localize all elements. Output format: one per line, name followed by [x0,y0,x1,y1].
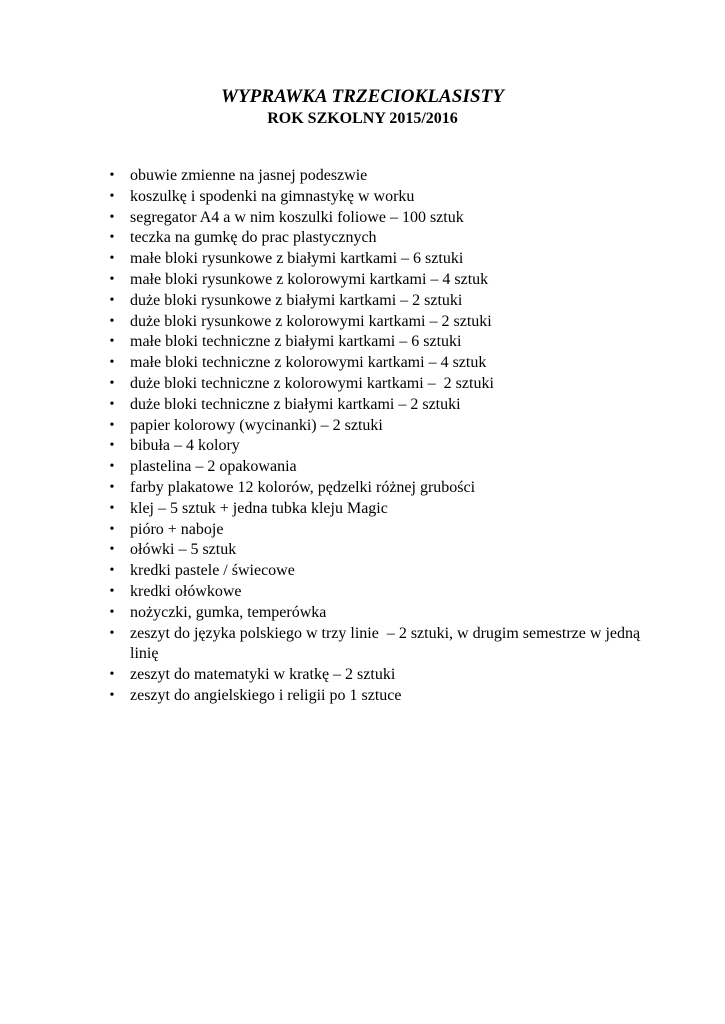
list-item-text: klej – 5 sztuk + jedna tubka kleju Magic [130,499,388,517]
list-item-text: małe bloki rysunkowe z kolorowymi kartkami – 4 sztuk [130,270,489,288]
bullet-icon: • [109,500,115,516]
list-item [100,208,660,229]
bullet-icon: • [109,292,115,308]
list-item-text: małe bloki techniczne z kolorowymi kartkami – 4 sztuk [130,354,487,372]
bullet-icon: • [109,479,115,495]
bullet-icon: • [109,375,115,391]
list-item [100,374,660,395]
list-item [100,520,660,541]
list-item-text: duże bloki rysunkowe z białymi kartkami – 2 sztuki [130,291,463,309]
bullet-icon: • [109,521,115,537]
bullet-icon: • [109,563,115,579]
list-item [100,603,660,624]
list-item [100,332,660,353]
list-item [100,582,660,603]
list-item-text: małe bloki rysunkowe z białymi kartkami – 6 sztuki [130,250,464,268]
bullet-icon: • [109,313,115,329]
bullet-icon: • [109,271,115,287]
list-item-text: zeszyt do matematyki w kratkę – 2 sztuki [130,666,396,684]
document-subtitle: ROK SZKOLNY 2015/2016 [267,110,458,127]
bullet-icon: • [109,168,115,183]
list-item-text: zeszyt do języka polskiego w trzy linie – 2 sztuki, w drugim semestrze w jedną linię [130,624,645,663]
bullet-icon: • [109,188,115,204]
bullet-icon: • [109,396,115,412]
list-item [100,395,660,416]
list-item [100,665,660,686]
bullet-icon: • [109,209,115,225]
list-item-text: małe bloki techniczne z białymi kartkami – 6 sztuki [130,333,462,351]
bullet-icon: • [109,583,115,599]
supply-list [100,166,660,707]
bullet-icon: • [109,687,115,703]
list-item [100,436,660,457]
list-item-text: farby plakatowe 12 kolorów, pędzelki różnej grubości [130,478,476,496]
list-item [100,457,660,478]
list-item-text: duże bloki techniczne z kolorowymi kartkami – 2 sztuki [130,374,494,392]
list-item [100,312,660,333]
bullet-icon: • [109,542,115,558]
list-item-text: pióro + naboje [130,520,224,538]
list-item [100,416,660,437]
list-item-text: duże bloki rysunkowe z kolorowymi kartkami – 2 sztuki [130,312,492,330]
bullet-icon: • [109,625,115,641]
list-item [100,291,660,312]
list-item [100,270,660,291]
list-item-text: bibuła – 4 kolory [130,437,240,455]
list-item [100,249,660,270]
list-item [100,353,660,374]
list-item-text: ołówki – 5 sztuk [130,541,237,559]
bullet-icon: • [109,438,115,454]
list-item [100,624,660,666]
list-item [100,166,660,187]
list-item-text: kredki ołówkowe [130,582,242,600]
list-item [100,228,660,249]
list-item-text: teczka na gumkę do prac plastycznych [130,229,377,247]
list-item-text: kredki pastele / świecowe [130,562,295,580]
list-item-text: nożyczki, gumka, temperówka [130,603,327,621]
document-title: WYPRAWKA TRZECIOKLASISTY [220,86,505,107]
bullet-icon: • [109,604,115,620]
list-item [100,187,660,208]
list-item [100,499,660,520]
list-item [100,686,660,707]
list-item-text: obuwie zmienne na jasnej podeszwie [130,167,368,184]
list-item [100,561,660,582]
bullet-icon: • [109,355,115,371]
bullet-icon: • [109,459,115,475]
bullet-icon: • [109,251,115,267]
bullet-icon: • [109,334,115,350]
list-item-text: segregator A4 a w nim koszulki foliowe – 100 sztuk [130,208,464,226]
list-item-text: koszulkę i spodenki na gimnastykę w worku [130,187,415,205]
list-item [100,478,660,499]
list-item-text: duże bloki techniczne z białymi kartkami – 2 sztuki [130,395,461,413]
bullet-icon: • [109,667,115,683]
bullet-icon: • [109,230,115,246]
list-item-text: plastelina – 2 opakowania [130,458,297,476]
list-item [100,540,660,561]
list-item-text: papier kolorowy (wycinanki) – 2 sztuki [130,416,383,434]
bullet-icon: • [109,417,115,433]
list-item-text: zeszyt do angielskiego i religii po 1 sztuce [130,686,402,704]
